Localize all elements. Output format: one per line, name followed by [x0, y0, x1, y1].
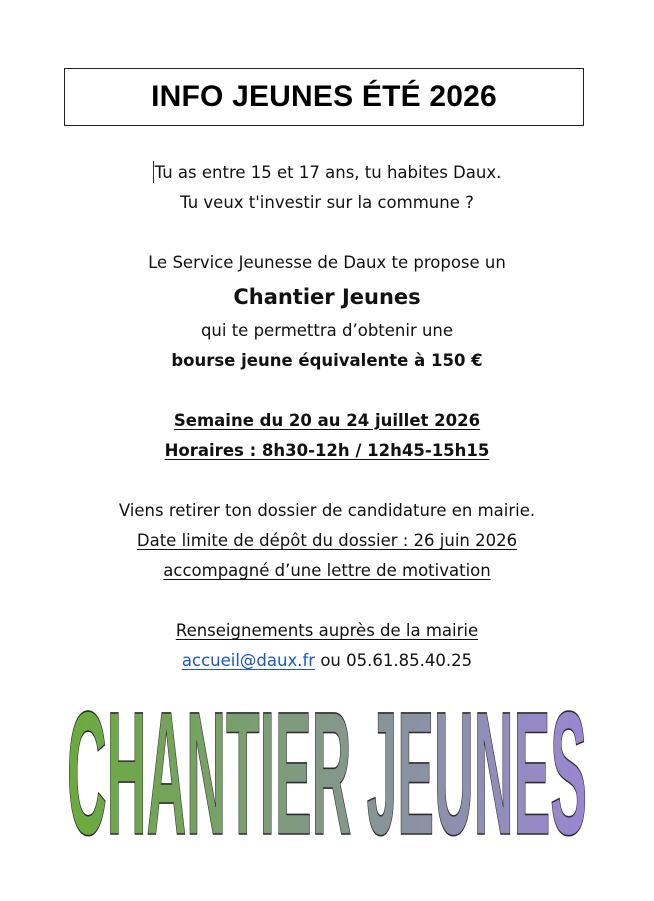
application-deadline-line	[0, 526, 654, 556]
schedule-week: Semaine du 20 au 24 juillet 2026	[173, 411, 481, 430]
offer-line-2: qui te permettra d’obtenir une	[200, 321, 454, 340]
contact-line-2	[0, 646, 654, 676]
contact-separator: ou	[315, 651, 347, 670]
text-cursor	[153, 161, 154, 183]
wordart-text: CHANTIER JEUNES	[67, 700, 587, 840]
contact-heading: Renseignements auprès de la mairie	[175, 621, 479, 640]
contact-line-1	[0, 616, 654, 646]
intro-line-1	[0, 158, 654, 188]
page-title: INFO JEUNES ÉTÉ 2026	[151, 80, 497, 113]
application-requirement: accompagné d’une lettre de motivation	[163, 561, 491, 580]
schedule-week-line	[0, 406, 654, 436]
schedule-hours: Horaires : 8h30-12h / 12h45-15h15	[164, 441, 490, 460]
chantier-jeunes-wordart	[60, 700, 594, 840]
intro-line-2: Tu veux t'investir sur la commune ?	[180, 193, 474, 212]
schedule-hours-line	[0, 436, 654, 466]
phone-number: 05.61.85.40.25	[346, 651, 473, 670]
offer-line-3: bourse jeune équivalente à 150 €	[171, 351, 483, 370]
flyer-body	[0, 158, 654, 676]
title-box	[64, 68, 584, 126]
intro-text-1: Tu as entre 15 et 17 ans, tu habites Daux.	[154, 163, 502, 182]
application-requirement-line	[0, 556, 654, 586]
application-deadline: Date limite de dépôt du dossier : 26 juin 2026	[136, 531, 518, 550]
email-link[interactable]: accueil@daux.fr	[181, 651, 316, 670]
offer-headline: Chantier Jeunes	[233, 285, 421, 309]
offer-line-1: Le Service Jeunesse de Daux te propose un	[148, 253, 506, 272]
application-line-1: Viens retirer ton dossier de candidature en mairie.	[118, 501, 536, 520]
